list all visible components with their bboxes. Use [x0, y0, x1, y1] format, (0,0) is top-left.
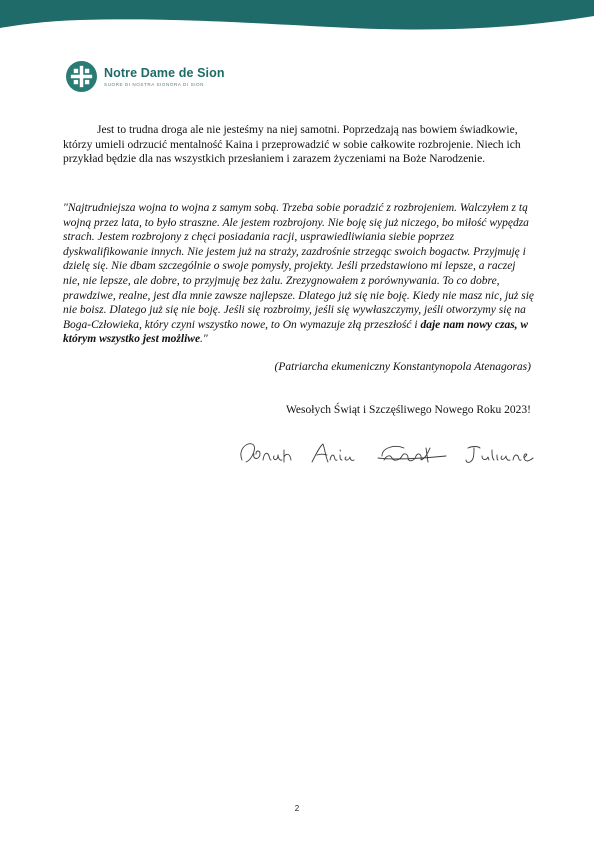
brand-tagline: SUORE DI NOSTRA SIGNORA DI SION [104, 82, 205, 87]
signature-4 [466, 447, 533, 463]
signatures [236, 436, 536, 470]
quote-paragraph [63, 201, 535, 347]
signature-1 [241, 444, 291, 462]
quote-attribution: (Patriarcha ekumeniczny Konstantynopola Atenagoras) [274, 361, 531, 373]
header-wave [0, 0, 594, 40]
brand-logo [66, 61, 225, 92]
quote-emphasis: daje nam nowy czas, w którym wszystko jest możliwe [63, 318, 529, 346]
signature-2 [312, 444, 354, 462]
holiday-wishes: Wesołych Świąt i Szczęśliwego Nowego Roku 2023! [285, 404, 531, 416]
page-number: 2 [294, 804, 300, 813]
quote-text: "Najtrudniejsza wojna to wojna z samym sobą. Trzeba sobie poradzić z rozbrojeniem. Walczyłem z tą wojną przez lata, to było straszne. Ale jestem rozbrojony. Nie boję się już niczego, bo miłość wypędza strach. Jestem rozbrojony z chęci posiadania racji, usprawiedliwiania siebie poprzez dyskwalifikowanie innych. Nie jestem już na straży, zazdrośnie strzegąc swoich bogactw. Przyjmuję i dzielę się. Nie dbam szczególnie o swoje pomysły, projekty. Jeśli przedstawiono mi lepsze, a raczej nie, nie lepsze, ale dobre, to przyjmuję bez żalu. Zrezygnowałem z porównywania. To co dobre, prawdziwe, realne, jest dla mnie zawsze najlepsze. Dlatego już się nie boję. Kiedy nie masz nic, już się nie boisz. Dlatego już się nie boję. Jeśli się rozbroimy, jeśli się wywłaszczymy, jeśli otworzymy się na Boga-Człowieka, który czyni wszystko nowe, to On wymazuje złą przeszłość i [63, 202, 535, 331]
signature-3 [378, 446, 446, 462]
intro-paragraph: Jest to trudna droga ale nie jesteśmy na niej samotni. Poprzedzają nas bowiem świadkowie, którzy umieli odrzucić mentalność Kaina i przeprowadzić w sobie całkowite rozbrojenie. Niech ich przykład będzie dla nas wszystkich przesłaniem i zarazem życzeniami na Boże Narodzenie. [63, 124, 521, 166]
brand-name: Notre Dame de Sion [104, 66, 225, 80]
cross-in-circle-icon [66, 61, 97, 92]
quote-closing: ." [200, 333, 208, 346]
